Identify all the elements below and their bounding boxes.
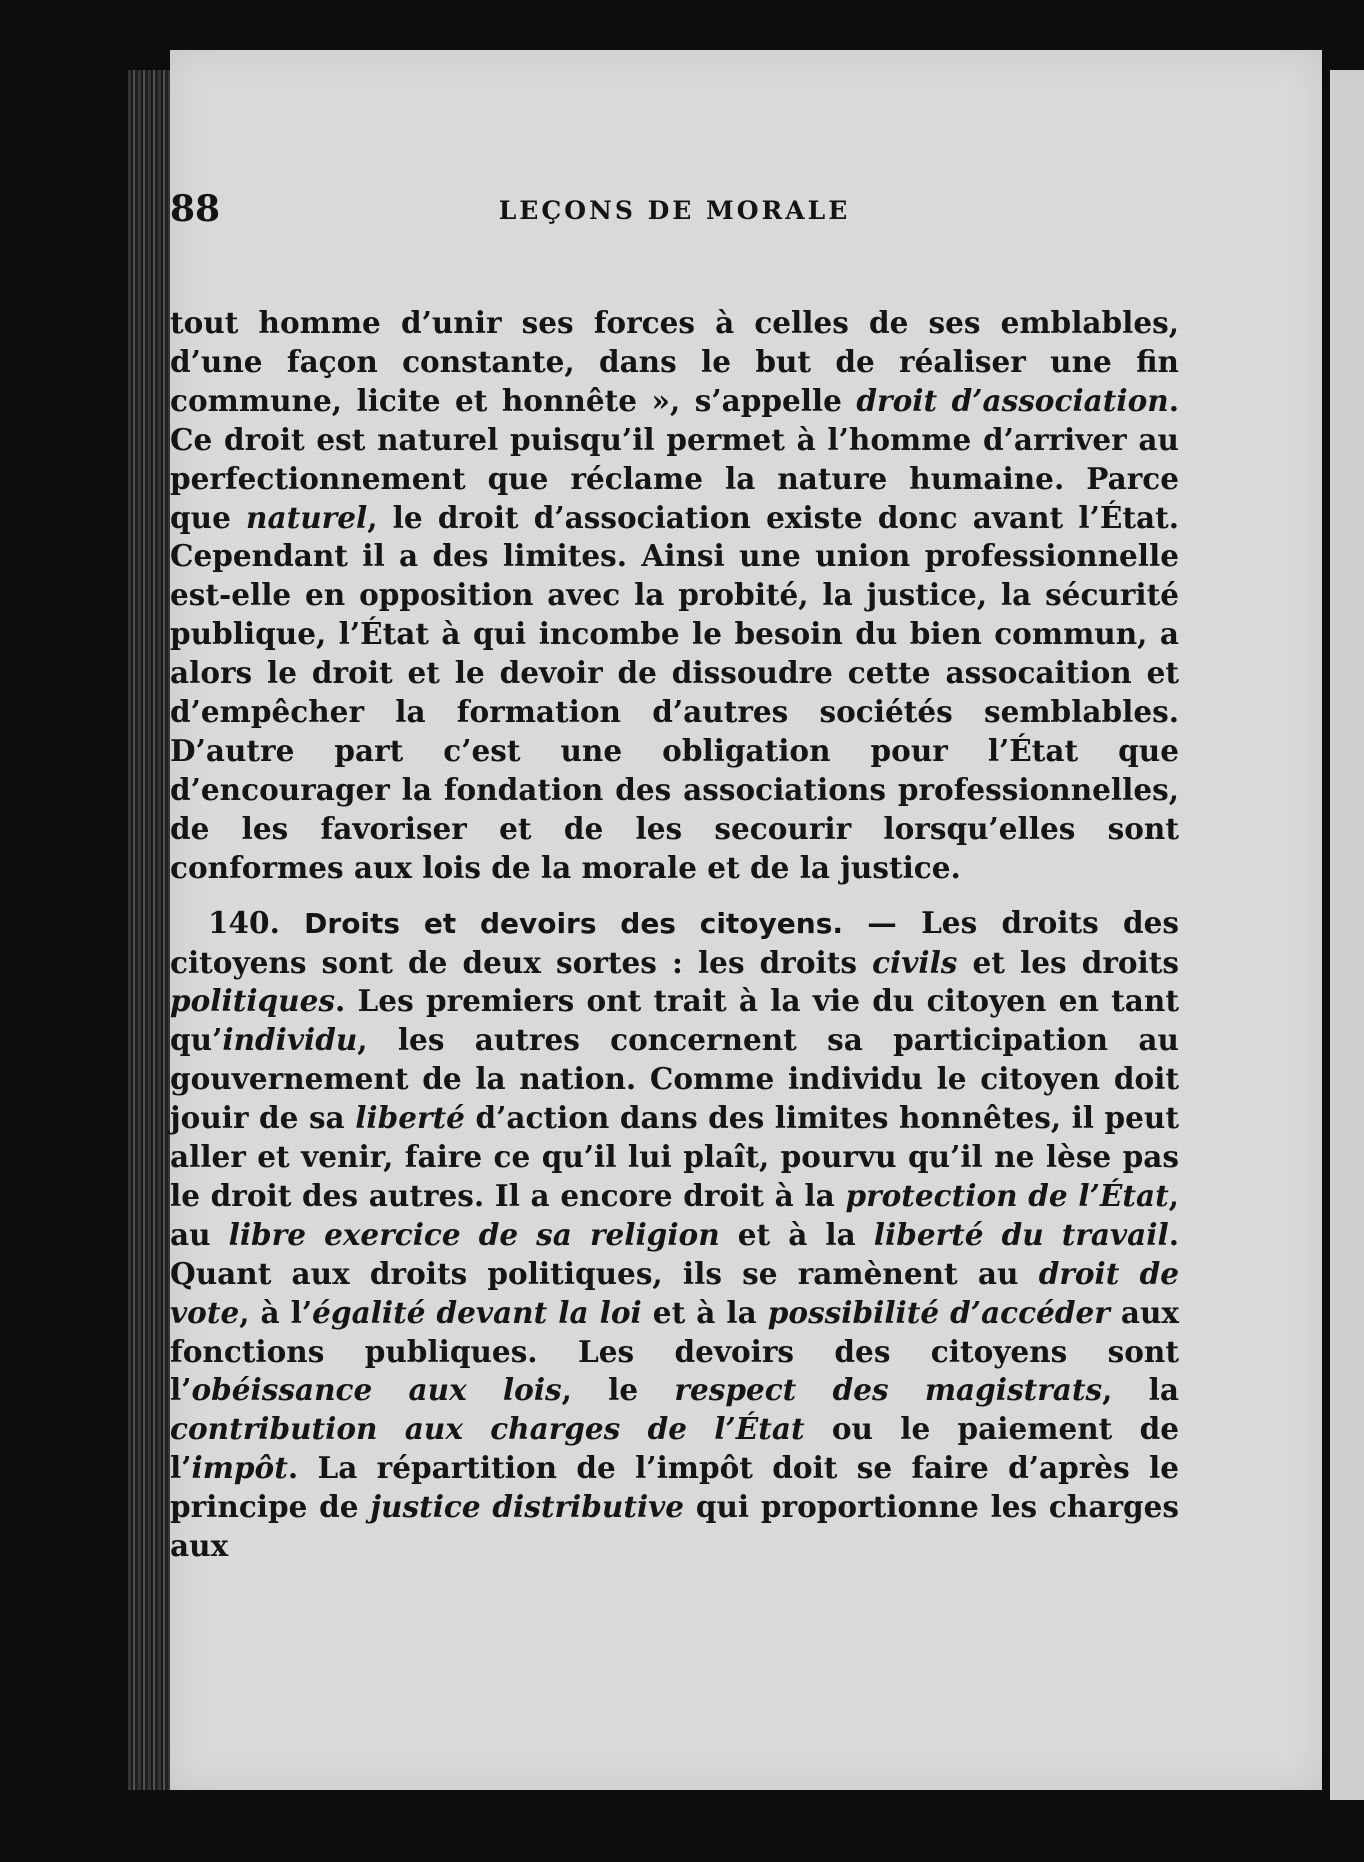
section-title: Droits et devoirs des citoyens.: [304, 906, 844, 940]
paragraph-section-140: [170, 904, 1179, 1566]
text-run: , au: [170, 1177, 1180, 1252]
italic-run: civils: [872, 944, 958, 980]
italic-run: égalité devant la loi: [312, 1294, 642, 1330]
italic-run: obéissance aux lois: [191, 1372, 562, 1408]
page-number: 88: [170, 188, 221, 230]
text-run: , les autres concernent sa participation au gouvernement de la nation. Comme individu le citoyen doit jouir de sa: [170, 1022, 1179, 1136]
italic-run: liberté du travail: [873, 1216, 1169, 1252]
section-number: 140.: [208, 904, 280, 940]
italic-run: politiques: [170, 983, 336, 1019]
italic-run: respect des magistrats: [674, 1372, 1103, 1408]
text-run: et les droits: [957, 944, 1179, 980]
text-run: d’action dans des limites honnêtes, il peut aller et venir, faire ce qu’il lui plaît, pourvu qu’il ne lèse pas le droit des autres. Il a encore droit à la: [170, 1100, 1179, 1213]
italic-run: impôt: [191, 1450, 288, 1486]
text-run: . Quant aux droits politiques, ils se ramènent au: [170, 1216, 1179, 1291]
text-run: et à la: [719, 1216, 874, 1252]
italic-run: contribution aux charges de l’État: [170, 1411, 805, 1447]
text-run: , la: [1102, 1372, 1179, 1408]
text-run: tout homme d’unir ses forces à celles de ses emblables, d’une façon constante, dans le but de réaliser une fin commune, licite et honnête », s’appelle: [170, 305, 1179, 418]
text-run: , le: [561, 1372, 675, 1408]
body-text: [170, 304, 1179, 1566]
text-run: et à la: [641, 1294, 768, 1330]
italic-run: droit d’association: [856, 382, 1169, 418]
page-header: [170, 188, 1179, 248]
italic-run: possibilité d’accéder: [767, 1294, 1110, 1330]
book-gutter-edge: [128, 70, 174, 1790]
text-run: qui proportionne les charges aux: [170, 1489, 1180, 1564]
text-run: , à l’: [239, 1294, 313, 1330]
italic-run: liberté: [355, 1100, 465, 1136]
running-head: LEÇONS DE MORALE: [498, 196, 851, 225]
italic-run: droit de vote: [170, 1255, 1179, 1330]
text-run: , le droit d’association existe donc avant l’État. Cependant il a des limites. Ainsi une union professionnelle est-elle en opposition avec la probité, la justice, la sécurité publique, l’État à qui incombe le besoin du bien commun, a alors le droit et le devoir de dissoudre cette assocaition et d’empêcher la formation d’autres sociétés semblables. D’autre part c’est une obligation pour l’État que d’encourager la fondation des associations professionnelles, de les favoriser et de les secourir lorsqu’elles sont conformes aux lois de la morale et de la justice.: [170, 499, 1179, 885]
italic-run: protection de l’État: [845, 1177, 1169, 1213]
paragraph-association: [170, 304, 1179, 888]
italic-run: libre exercice de sa religion: [228, 1216, 720, 1252]
italic-run: justice distributive: [370, 1489, 685, 1525]
text-run: . Ce droit est naturel puisqu’il permet à l’homme d’arriver au perfectionnement que réclame la nature humaine. Parce que: [170, 382, 1179, 535]
text-run: . La répartition de l’impôt doit se faire d’après le principe de: [170, 1450, 1179, 1525]
text-run: aux fonctions publiques. Les devoirs des citoyens sont l’: [170, 1294, 1180, 1408]
italic-run: naturel: [246, 499, 368, 535]
facing-page-edge: [1330, 70, 1364, 1800]
text-run: . Les premiers ont trait à la vie du citoyen en tant qu’: [170, 983, 1179, 1058]
italic-run: individu: [222, 1022, 358, 1058]
text-run: ou le paiement de l’: [170, 1411, 1179, 1486]
text-run: — Les droits des citoyens sont de deux sortes : les droits: [170, 904, 1180, 980]
